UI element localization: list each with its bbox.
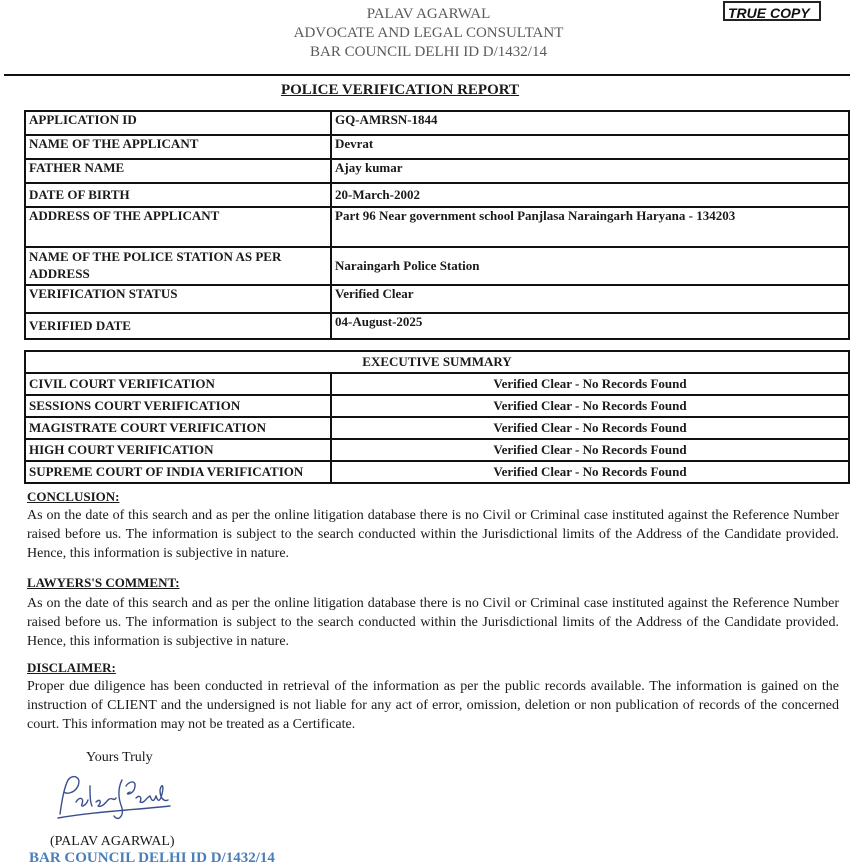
disclaimer-text: Proper due diligence has been conducted in retrieval of the information as per the public records available. The information is gained on the instruction of CLIENT and the undersigned is not liable for any act of error, omission, deletion or non publication of records of the concerned court. This information may not be treated as a Certificate. [27,679,839,732]
signature-image [52,772,174,828]
lawyers-comment-heading: LAWYERS'S COMMENT: [27,575,180,590]
table-row [25,135,849,159]
table-row [25,247,849,285]
detail-label: ADDRESS OF THE APPLICANT [25,207,331,247]
summary-heading: EXECUTIVE SUMMARY [25,351,849,373]
header-divider [4,74,850,76]
detail-value: GQ-AMRSN-1844 [331,111,849,135]
table-row [25,285,849,313]
applicant-details-table [24,110,850,340]
disclaimer-heading: DISCLAIMER: [27,660,116,675]
summary-label: SESSIONS COURT VERIFICATION [25,395,331,417]
summary-value: Verified Clear - No Records Found [331,439,849,461]
advocate-name: PALAV AGARWAL [366,6,491,22]
executive-summary-table [24,350,850,484]
detail-label: DATE OF BIRTH [25,183,331,207]
detail-value: 04-August-2025 [331,313,849,339]
table-row [25,351,849,373]
summary-value: Verified Clear - No Records Found [331,373,849,395]
detail-value: Naraingarh Police Station [331,247,849,285]
summary-label: CIVIL COURT VERIFICATION [25,373,331,395]
table-row [25,373,849,395]
summary-label: HIGH COURT VERIFICATION [25,439,331,461]
detail-label: FATHER NAME [25,159,331,183]
footer-bar-id: BAR COUNCIL DELHI ID D/1432/14 [29,850,275,866]
conclusion-text: As on the date of this search and as per the online litigation database there is no Civil or Criminal case instituted against the Reference Number raised before us. The information is subject to the search conducted within the Jurisdictional limits of the Address of the Candidate provided. Hence, this information is subjective in nature. [27,508,839,561]
conclusion-heading: CONCLUSION: [27,489,120,504]
detail-label: APPLICATION ID [25,111,331,135]
summary-value: Verified Clear - No Records Found [331,461,849,483]
lawyers-comment-text: As on the date of this search and as per the online litigation database there is no Civil or Criminal case instituted against the Reference Number raised before us. The information is subject to the search conducted within the Jurisdictional limits of the Address of the Candidate provided. Hence, this information is subjective in nature. [27,596,839,649]
detail-value: Devrat [331,135,849,159]
detail-value: Verified Clear [331,285,849,313]
summary-label: MAGISTRATE COURT VERIFICATION [25,417,331,439]
closing-text: Yours Truly [86,750,153,765]
report-title: POLICE VERIFICATION REPORT [280,82,520,98]
detail-label: NAME OF THE APPLICANT [25,135,331,159]
detail-value: 20-March-2002 [331,183,849,207]
table-row [25,395,849,417]
table-row [25,159,849,183]
detail-label: NAME OF THE POLICE STATION AS PER ADDRESS [25,247,331,285]
table-row [25,183,849,207]
detail-value: Ajay kumar [331,159,849,183]
summary-value: Verified Clear - No Records Found [331,395,849,417]
signatory-name: (PALAV AGARWAL) [50,834,175,849]
header-bar-id: BAR COUNCIL DELHI ID D/1432/14 [310,44,547,60]
detail-label: VERIFIED DATE [25,313,331,339]
table-row [25,111,849,135]
advocate-designation: ADVOCATE AND LEGAL CONSULTANT [293,25,564,41]
table-row [25,313,849,339]
table-row [25,417,849,439]
summary-value: Verified Clear - No Records Found [331,417,849,439]
summary-label: SUPREME COURT OF INDIA VERIFICATION [25,461,331,483]
table-row [25,207,849,247]
table-row [25,461,849,483]
true-copy-stamp: TRUE COPY [723,1,821,21]
detail-value: Part 96 Near government school Panjlasa Naraingarh Haryana - 134203 [331,207,849,247]
table-row [25,439,849,461]
detail-label: VERIFICATION STATUS [25,285,331,313]
